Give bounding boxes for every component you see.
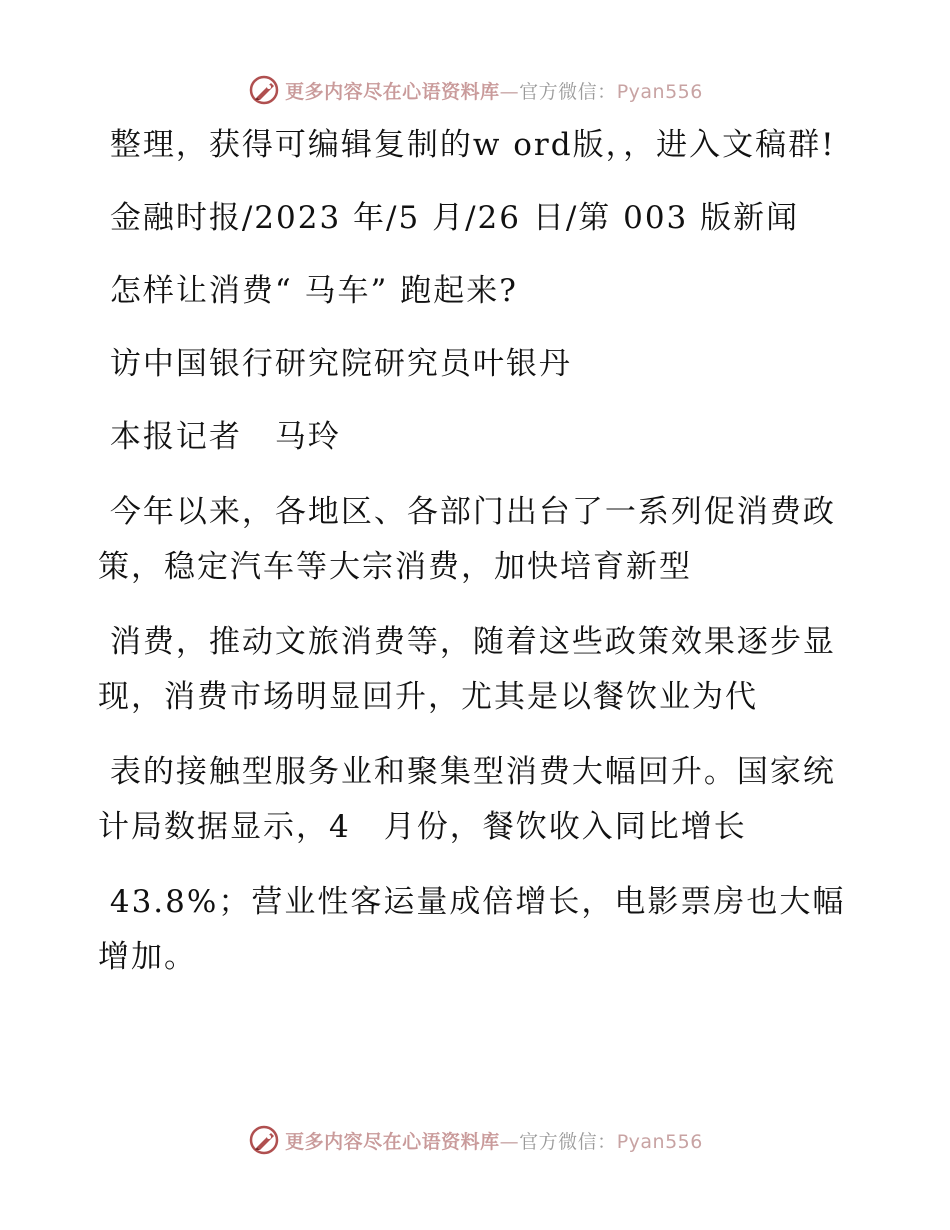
watermark-wechat-id: Pyan556 bbox=[616, 80, 703, 103]
watermark-brand: 更多内容尽在心语资料库 bbox=[285, 1130, 500, 1153]
body-paragraph: 43.8%；营业性客运量成倍增长，电影票房也大幅增加。 bbox=[98, 884, 846, 975]
article-title: 怎样让消费“ 马车” 跑起来? bbox=[98, 273, 518, 309]
watermark-separator: — bbox=[499, 80, 520, 103]
body-paragraph: 表的接触型服务业和聚集型消费大幅回升。国家统计局数据显示，4 月份，餐饮收入同比增长 bbox=[98, 754, 836, 845]
watermark-official: 官方微信： bbox=[519, 1130, 617, 1153]
watermark-text bbox=[285, 77, 703, 104]
byline: 本报记者 马玲 bbox=[98, 419, 341, 455]
watermark-header bbox=[0, 70, 950, 110]
pen-logo-icon bbox=[247, 73, 281, 107]
watermark-footer bbox=[0, 1120, 950, 1160]
source-line: 金融时报/2023 年/5 月/26 日/第 003 版新闻 bbox=[98, 200, 800, 236]
body-paragraph: 消费，推动文旅消费等，随着这些政策效果逐步显现，消费市场明显回升，尤其是以餐饮业为代 bbox=[98, 624, 836, 715]
article-subtitle: 访中国银行研究院研究员叶银丹 bbox=[98, 346, 572, 382]
document-body bbox=[98, 118, 858, 985]
watermark-separator: — bbox=[499, 1130, 520, 1153]
watermark-text bbox=[285, 1127, 703, 1154]
body-paragraph: 今年以来，各地区、各部门出台了一系列促消费政策，稳定汽车等大宗消费，加快培育新型 bbox=[98, 494, 836, 585]
watermark-official: 官方微信： bbox=[519, 80, 617, 103]
intro-paragraph: 整理，获得可编辑复制的w ord版，，进入文稿群! bbox=[98, 127, 836, 163]
watermark-brand: 更多内容尽在心语资料库 bbox=[285, 80, 500, 103]
pen-logo-icon bbox=[247, 1123, 281, 1157]
watermark-wechat-id: Pyan556 bbox=[616, 1130, 703, 1153]
